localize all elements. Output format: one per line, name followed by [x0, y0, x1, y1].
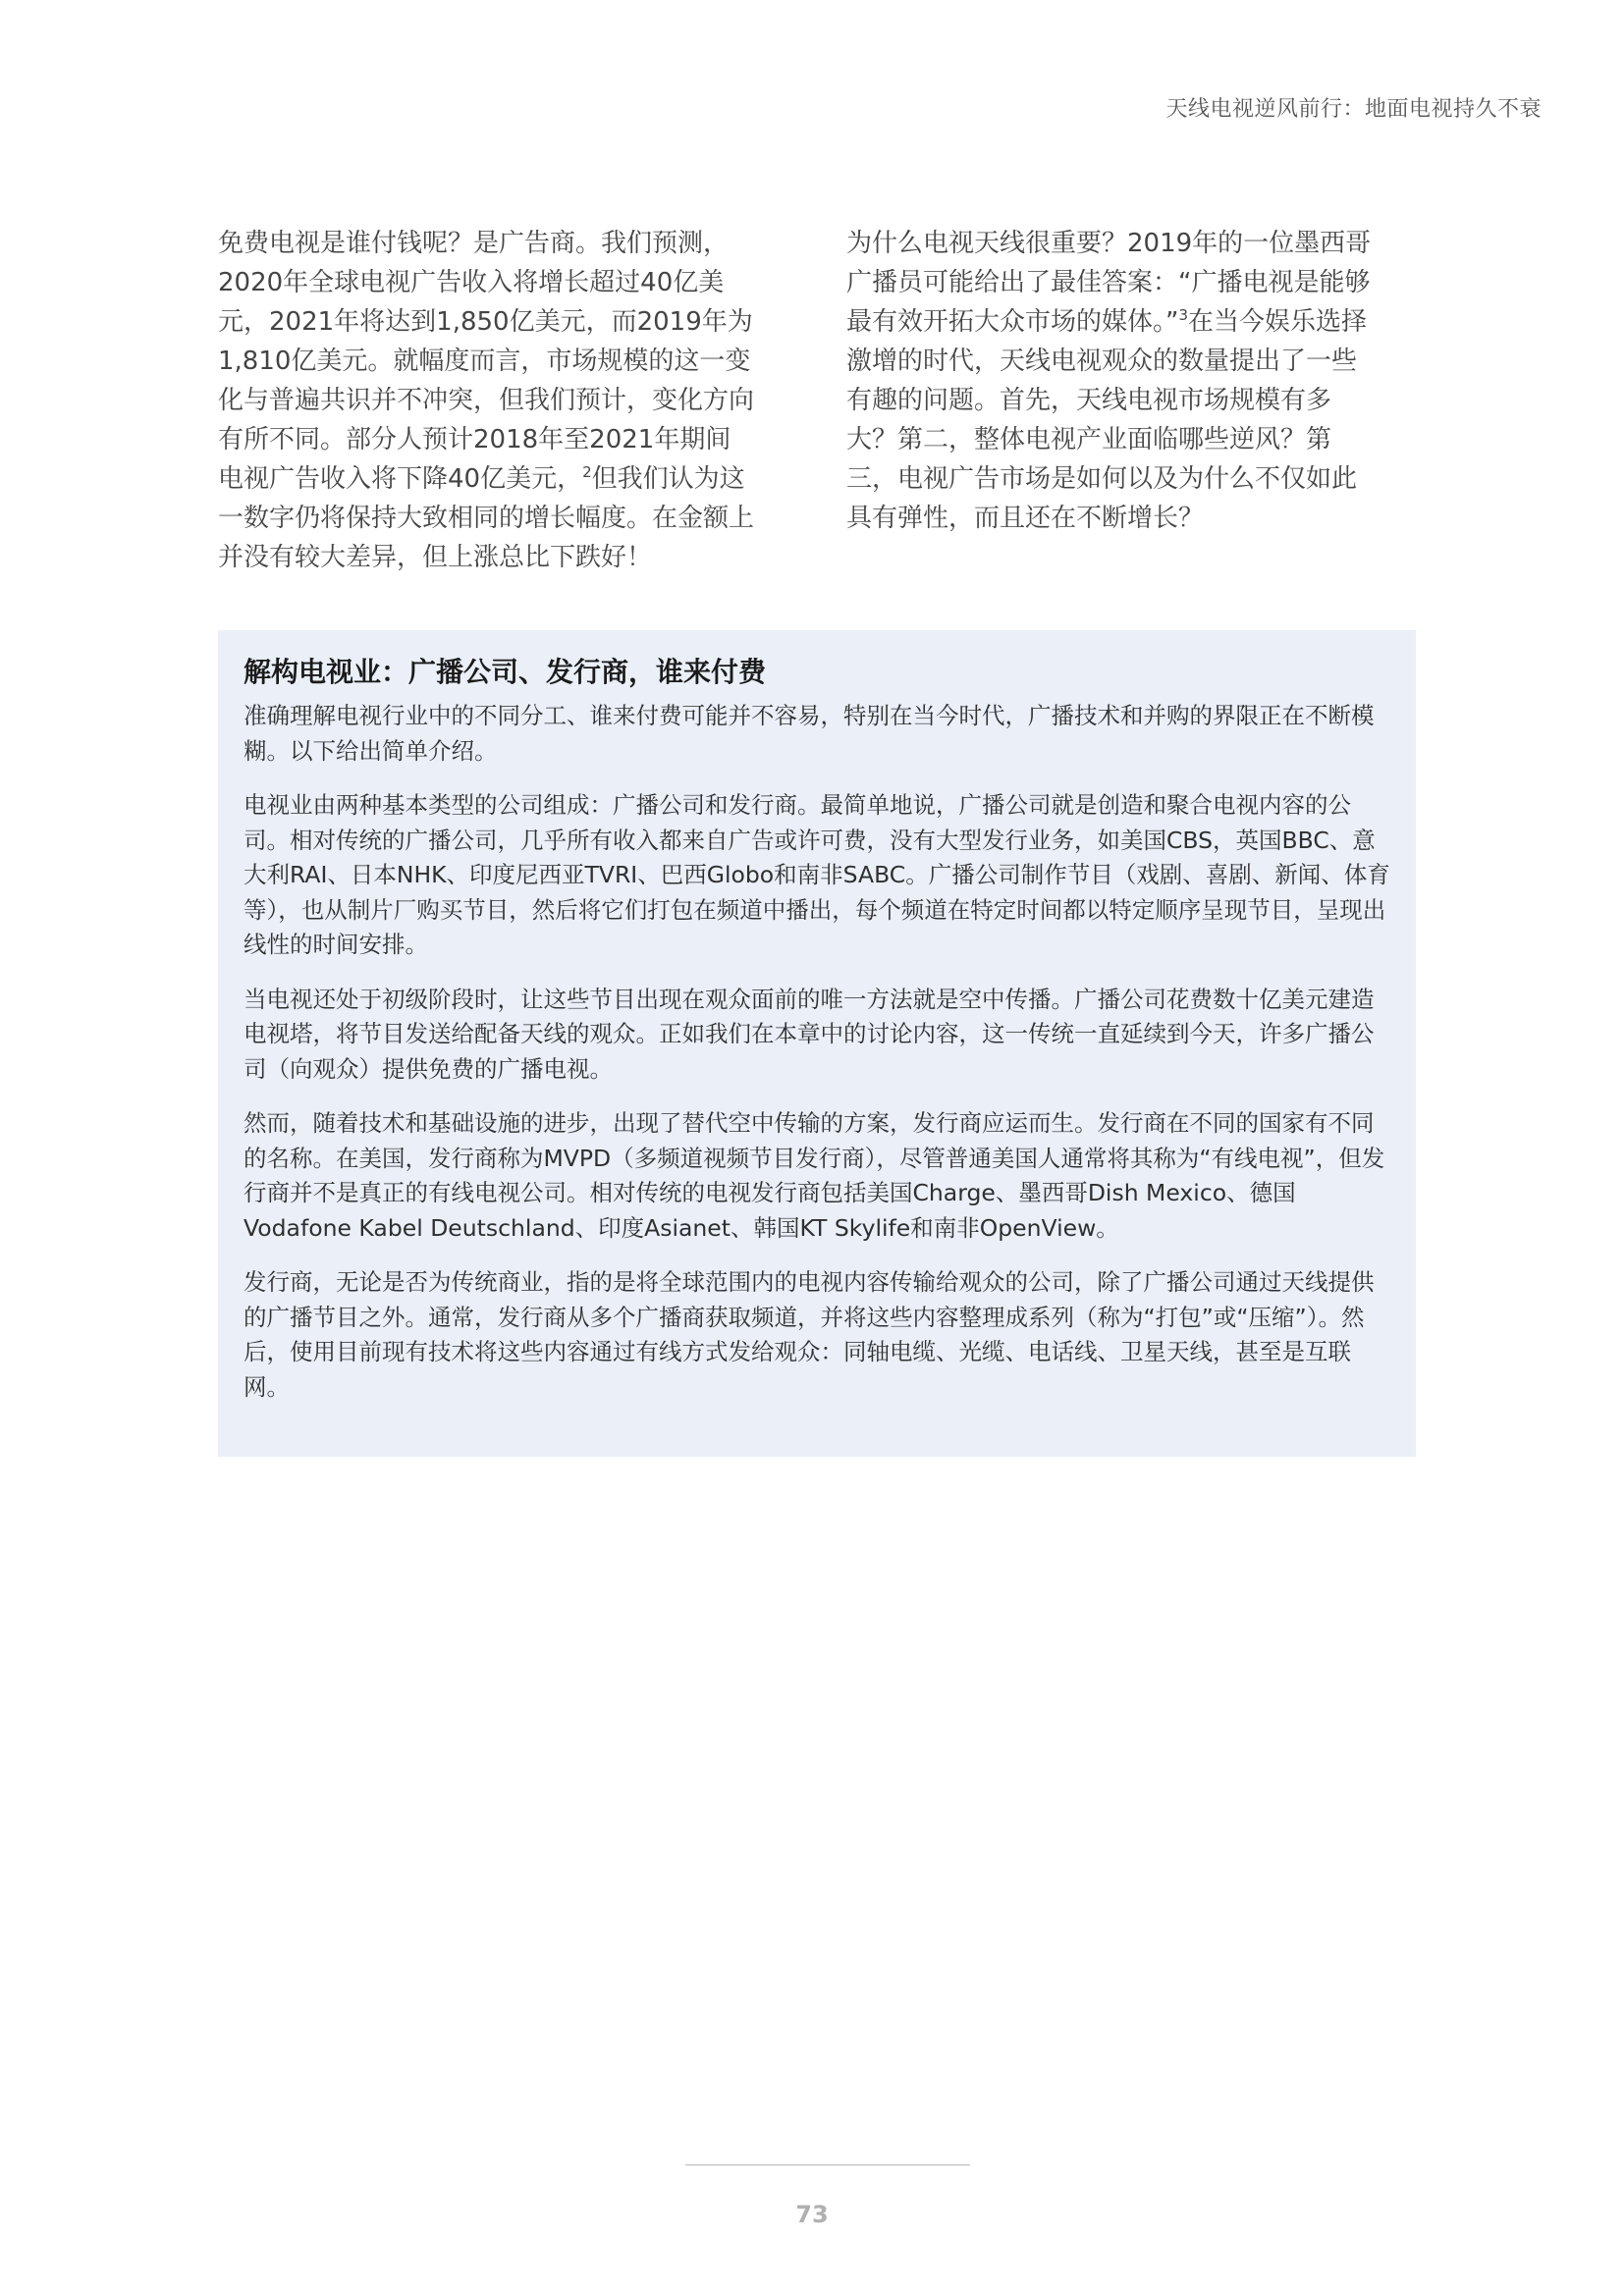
sidebar-box-title: 解构电视业：广播公司、发行商，谁来付费 — [244, 656, 767, 688]
footnote-marker-3[interactable]: 3 — [1178, 306, 1189, 324]
left-column-text-after: 但我们认为这一数字仍将保持大致相同的增长幅度。在金额上并没有较大差异，但上涨总比下跌好！ — [218, 464, 755, 572]
sidebar-paragraph-5: 发行商，无论是否为传统商业，指的是将全球范围内的电视内容传输给观众的公司，除了广播公司通过天线提供的广播节目之外。通常，发行商从多个广播商获取频道，并将这些内容整理成系列（称为“打包”或“压缩”）。然后，使用目前现有技术将这些内容通过有线方式发给观众：同轴电缆、光缆、电话线、卫星天线，甚至是互联网。 — [244, 1268, 1375, 1401]
footnote-marker-2[interactable]: 2 — [582, 463, 592, 481]
running-header: 天线电视逆风前行：地面电视持久不衰 — [1165, 97, 1542, 122]
sidebar-info-box — [218, 630, 1416, 1457]
right-column-paragraph — [846, 224, 1377, 538]
page-number: 73 — [795, 2201, 829, 2228]
right-column-text-before: 为什么电视天线很重要？2019年的一位墨西哥广播员可能给出了最佳答案：“广播电视是能够最有效开拓大众市场的媒体。” — [846, 229, 1372, 337]
left-column-text-before: 免费电视是谁付钱呢？是广告商。我们预测，2020年全球电视广告收入将增长超过40亿美元，2021年将达到1,850亿美元，而2019年为1,810亿美元。就幅度而言，市场规模的这一变化与普遍共识并不冲突，但我们预计，变化方向有所不同。部分人预计2018年至2021年期间电视广告收入将下降40亿美元， — [218, 229, 755, 494]
sidebar-paragraph-1: 准确理解电视行业中的不同分工、谁来付费可能并不容易，特别在当今时代，广播技术和并购的界限正在不断模糊。以下给出简单介绍。 — [244, 702, 1375, 765]
sidebar-paragraph-2: 电视业由两种基本类型的公司组成：广播公司和发行商。最简单地说，广播公司就是创造和聚合电视内容的公司。相对传统的广播公司，几乎所有收入都来自广告或许可费，没有大型发行业务，如美国CBS，英国BBC、意大利RAI、日本NHK、印度尼西亚TVRI、巴西Globo和南非SABC。广播公司制作节目（戏剧、喜剧、新闻、体育等），也从制片厂购买节目，然后将它们打包在频道中播出，每个频道在特定时间都以特定顺序呈现节目，呈现出线性的时间安排。 — [244, 791, 1390, 958]
right-column-text-after: 在当今娱乐选择激增的时代，天线电视观众的数量提出了一些有趣的问题。首先，天线电视市场规模有多大？第二，整体电视产业面临哪些逆风？第三，电视广告市场是如何以及为什么不仅如此具有弹性，而且还在不断增长？ — [846, 307, 1368, 533]
sidebar-paragraph-3: 当电视还处于初级阶段时，让这些节目出现在观众面前的唯一方法就是空中传播。广播公司花费数十亿美元建造电视塔，将节目发送给配备天线的观众。正如我们在本章中的讨论内容，这一传统一直延续到今天，许多广播公司（向观众）提供免费的广播电视。 — [244, 985, 1375, 1083]
left-column-paragraph — [218, 224, 756, 577]
sidebar-paragraph-4: 然而，随着技术和基础设施的进步，出现了替代空中传输的方案，发行商应运而生。发行商在不同的国家有不同的名称。在美国，发行商称为MVPD（多频道视频节目发行商），尽管普通美国人通常将其称为“有线电视”，但发行商并不是真正的有线电视公司。相对传统的电视发行商包括美国Charge、墨西哥Dish Mexico、德国Vodafone Kabel Deutschland、印度Asianet、韩国KT Skylife和南非OpenView。 — [244, 1109, 1385, 1242]
footer-divider — [685, 2164, 970, 2165]
